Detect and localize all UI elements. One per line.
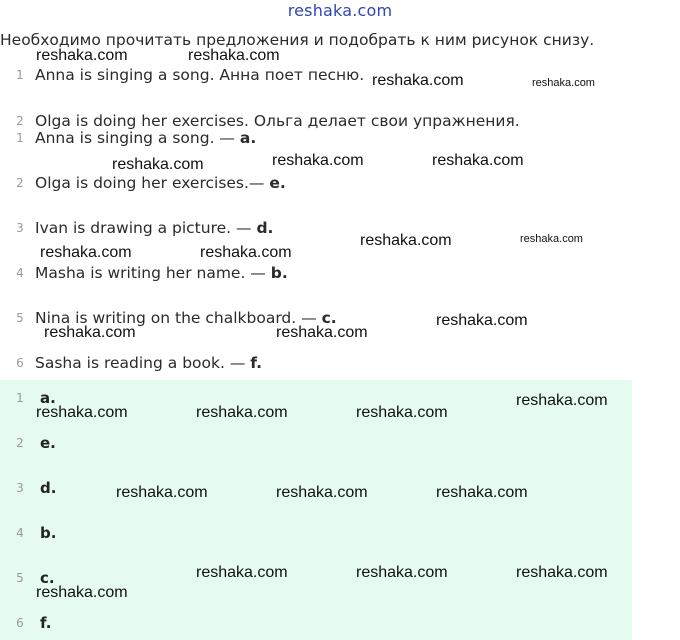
watermark: reshaka.com [36,404,128,421]
answer-number: 6 [16,616,24,630]
watermark: reshaka.com [520,233,583,245]
first-line-text: Anna is singing a song. Анна поет песню. [35,66,365,84]
watermark: reshaka.com [356,404,448,421]
watermark: reshaka.com [516,564,608,581]
clipped-line-text: Olga is doing her exercises. Ольга делает свои упражнения. [35,112,520,130]
watermark: reshaka.com [372,72,464,89]
answer-letter: e. [40,434,56,452]
sentence-number: 5 [16,311,24,325]
sentence-text: Sasha is reading a book. — [35,354,251,372]
task-instruction: Необходимо прочитать предложения и подобрать к ним рисунок снизу. [0,31,595,49]
clipped-line-number: 2 [16,114,24,128]
watermark: reshaka.com [436,312,528,329]
sentence-item [35,264,288,282]
answer-letter: c. [40,569,55,587]
sentence-number: 1 [16,131,24,145]
sentence-answer: a. [239,129,257,147]
watermark: reshaka.com [36,47,128,64]
sentence-answer: c. [321,309,337,327]
sentence-text: Ivan is drawing a picture. — [35,219,257,237]
sentence-number: 2 [16,176,24,190]
sentence-answer: e. [269,174,286,192]
sentence-answer: f. [250,354,263,372]
watermark: reshaka.com [40,244,132,261]
sentence-answer: b. [270,264,288,282]
answer-letter: d. [40,479,57,497]
sentence-item [35,174,286,192]
sentence-item [35,354,262,372]
sentence-text: Anna is singing a song. — [35,129,240,147]
watermark: reshaka.com [532,77,595,89]
site-header-link[interactable]: reshaka.com [287,1,393,20]
sentence-answer: d. [256,219,274,237]
watermark: reshaka.com [516,392,608,409]
watermark: reshaka.com [432,152,524,169]
watermark: reshaka.com [116,484,208,501]
answer-number: 4 [16,526,24,540]
watermark: reshaka.com [360,232,452,249]
watermark: reshaka.com [112,156,204,173]
watermark: reshaka.com [276,484,368,501]
first-line-number: 1 [16,68,24,82]
answer-number: 3 [16,481,24,495]
watermark: reshaka.com [196,404,288,421]
sentence-item [35,129,256,147]
watermark: reshaka.com [36,584,128,601]
sentence-item [35,219,273,237]
watermark: reshaka.com [188,47,280,64]
sentence-number: 4 [16,266,24,280]
answer-letter: a. [40,389,56,407]
sentence-text: Olga is doing her exercises.— [35,174,270,192]
watermark: reshaka.com [200,244,292,261]
answer-letter: b. [40,524,57,542]
watermark: reshaka.com [44,324,136,341]
sentence-number: 6 [16,356,24,370]
watermark: reshaka.com [356,564,448,581]
watermark: reshaka.com [196,564,288,581]
answer-letter: f. [40,614,52,632]
answer-number: 2 [16,436,24,450]
watermark: reshaka.com [272,152,364,169]
watermark: reshaka.com [436,484,528,501]
watermark: reshaka.com [276,324,368,341]
sentence-number: 3 [16,221,24,235]
sentence-text: Nina is writing on the chalkboard. — [35,309,322,327]
answer-number: 1 [16,391,24,405]
sentence-text: Masha is writing her name. — [35,264,271,282]
clipped-line [0,107,600,130]
answer-number: 5 [16,571,24,585]
